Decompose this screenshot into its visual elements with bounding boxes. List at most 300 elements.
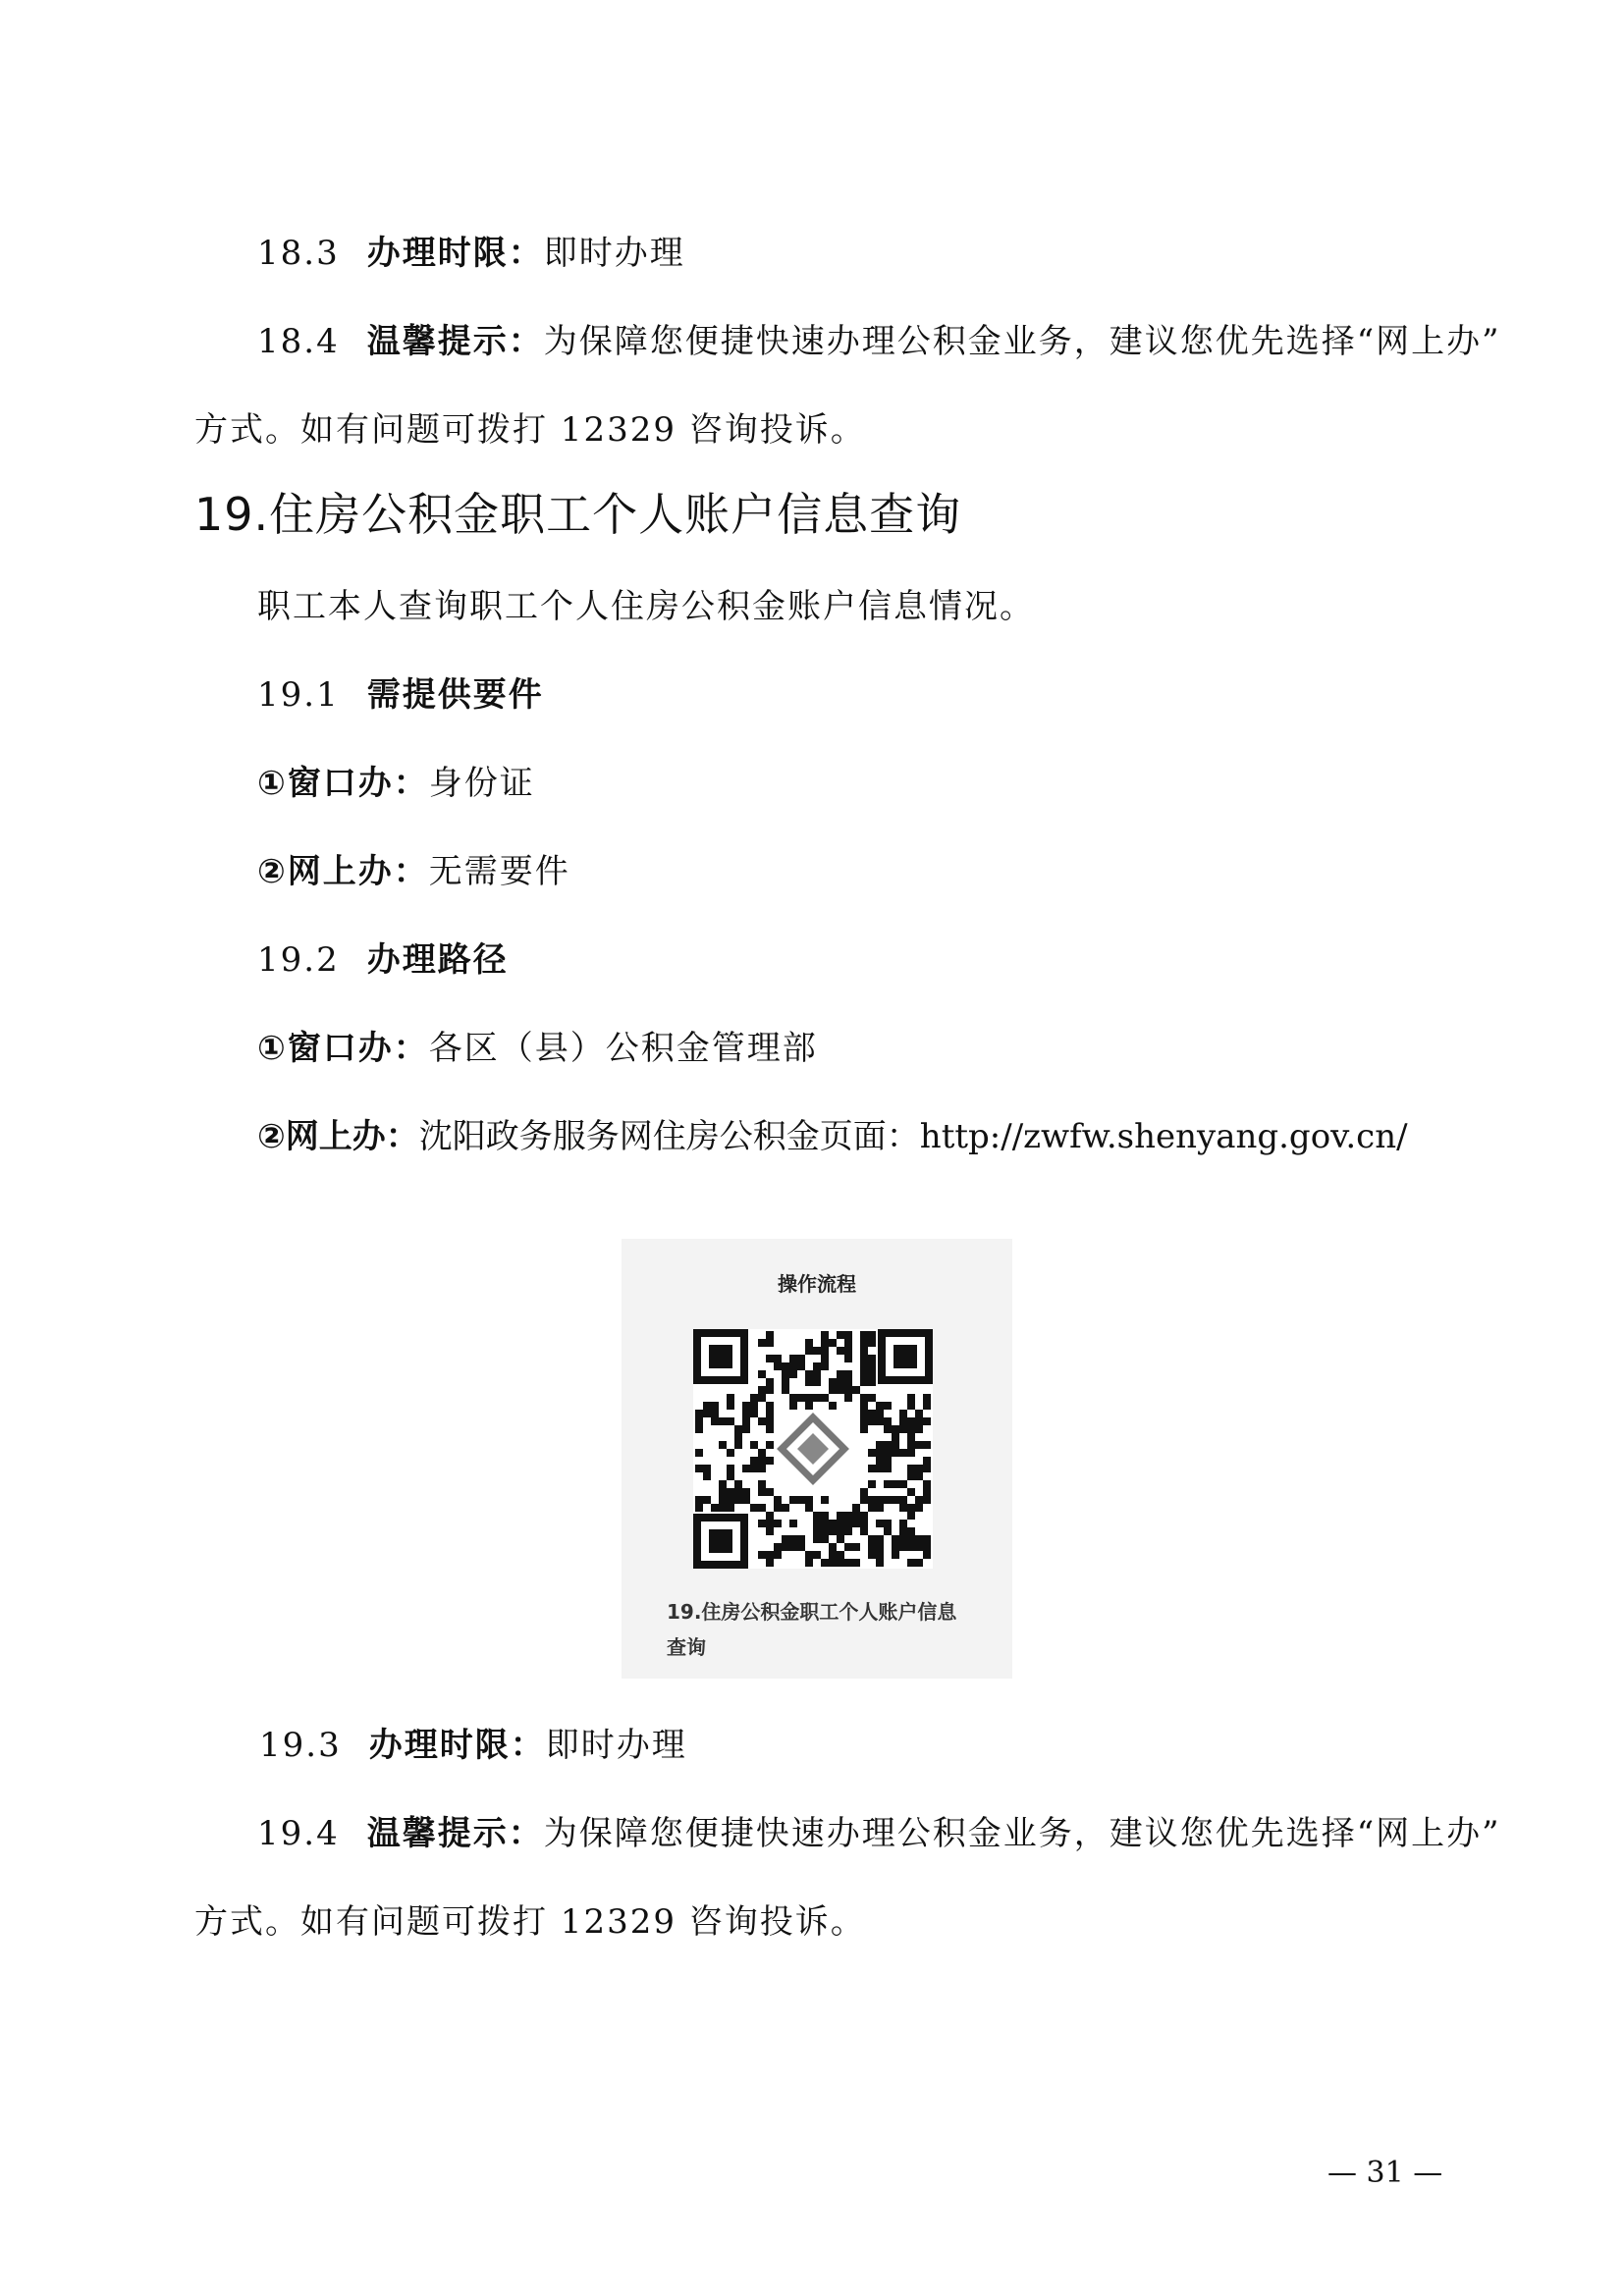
qr-module bbox=[758, 1465, 766, 1472]
qr-module bbox=[742, 1402, 750, 1410]
qr-module bbox=[797, 1355, 805, 1362]
qr-module bbox=[837, 1378, 844, 1386]
qr-module bbox=[758, 1488, 766, 1496]
sec18-3-line bbox=[257, 232, 685, 275]
qr-module bbox=[758, 1551, 766, 1559]
qr-module bbox=[758, 1370, 766, 1378]
qr-module bbox=[876, 1465, 884, 1472]
sec19-4-value: 为保障您便捷快速办理公积金业务，建议您优先选择“网上办” bbox=[543, 1814, 1501, 1853]
qr-module bbox=[876, 1496, 884, 1504]
qr-module bbox=[758, 1520, 766, 1527]
qr-module bbox=[860, 1355, 868, 1362]
qr-module bbox=[813, 1394, 821, 1402]
qr-module bbox=[923, 1496, 931, 1504]
qr-module bbox=[782, 1378, 789, 1386]
qr-module bbox=[805, 1559, 813, 1567]
qr-module bbox=[789, 1543, 797, 1551]
qr-module bbox=[750, 1457, 758, 1465]
qr-module bbox=[742, 1496, 750, 1504]
figure-caption bbox=[667, 1594, 991, 1665]
qr-module bbox=[876, 1449, 884, 1457]
qr-module bbox=[899, 1449, 907, 1457]
qr-module bbox=[695, 1449, 703, 1457]
qr-module bbox=[907, 1417, 915, 1425]
qr-module bbox=[766, 1410, 774, 1417]
qr-module bbox=[899, 1527, 907, 1535]
qr-module bbox=[727, 1449, 734, 1457]
qr-module bbox=[758, 1417, 766, 1425]
sec19-1-window-value: 身份证 bbox=[428, 764, 535, 803]
qr-module bbox=[813, 1535, 821, 1543]
qr-module bbox=[876, 1520, 884, 1527]
qr-module bbox=[860, 1378, 868, 1386]
qr-module bbox=[860, 1339, 868, 1347]
qr-module bbox=[813, 1362, 821, 1370]
sec19-1-online-line bbox=[257, 850, 570, 893]
qr-module bbox=[868, 1504, 876, 1512]
qr-module bbox=[837, 1535, 844, 1543]
qr-module bbox=[884, 1402, 892, 1410]
qr-module bbox=[703, 1402, 711, 1410]
qr-module bbox=[719, 1480, 727, 1488]
sec18-3-label: 办理时限： bbox=[366, 234, 544, 273]
qr-module bbox=[782, 1370, 789, 1378]
qr-module bbox=[923, 1465, 931, 1472]
qr-code-image[interactable] bbox=[693, 1329, 933, 1569]
qr-module bbox=[789, 1394, 797, 1402]
qr-module bbox=[805, 1347, 813, 1355]
qr-module bbox=[813, 1370, 821, 1378]
qr-module bbox=[907, 1449, 915, 1457]
sec19-1-window-line bbox=[257, 762, 535, 805]
qr-module bbox=[829, 1386, 837, 1394]
qr-module bbox=[766, 1331, 774, 1339]
sec18-3-number: 18.3 bbox=[257, 234, 340, 273]
qr-module bbox=[774, 1543, 782, 1551]
qr-module bbox=[758, 1449, 766, 1457]
qr-module bbox=[766, 1520, 774, 1527]
qr-module bbox=[734, 1496, 742, 1504]
section-19-intro: 职工本人查询职工个人住房公积金账户信息情况。 bbox=[257, 587, 1035, 626]
qr-module bbox=[782, 1386, 789, 1394]
qr-module bbox=[727, 1394, 734, 1402]
qr-module bbox=[797, 1362, 805, 1370]
qr-module bbox=[829, 1551, 837, 1559]
qr-module bbox=[868, 1449, 876, 1457]
sec18-4-continuation: 方式。如有问题可拨打 12329 咨询投诉。 bbox=[194, 410, 866, 450]
qr-module bbox=[727, 1465, 734, 1472]
qr-module bbox=[821, 1347, 829, 1355]
qr-module bbox=[774, 1520, 782, 1527]
qr-module bbox=[837, 1520, 844, 1527]
qr-module bbox=[734, 1488, 742, 1496]
qr-module bbox=[868, 1543, 876, 1551]
qr-module bbox=[868, 1394, 876, 1402]
qr-module bbox=[727, 1417, 734, 1425]
qr-module bbox=[766, 1402, 774, 1410]
qr-module bbox=[876, 1457, 884, 1465]
qr-module bbox=[915, 1465, 923, 1472]
sec19-2-window-line bbox=[257, 1027, 818, 1070]
qr-module bbox=[797, 1496, 805, 1504]
qr-module bbox=[837, 1347, 844, 1355]
sec19-2-number: 19.2 bbox=[257, 940, 340, 980]
qr-module bbox=[734, 1480, 742, 1488]
qr-module bbox=[876, 1441, 884, 1449]
qr-module bbox=[813, 1512, 821, 1520]
qr-module bbox=[892, 1441, 899, 1449]
sec19-3-number: 19.3 bbox=[259, 1726, 342, 1765]
qr-module bbox=[899, 1410, 907, 1417]
qr-module bbox=[868, 1535, 876, 1543]
sec19-3-label: 办理时限： bbox=[368, 1726, 546, 1765]
qr-module bbox=[758, 1394, 766, 1402]
qr-module bbox=[758, 1339, 766, 1347]
qr-module bbox=[884, 1527, 892, 1535]
qr-module bbox=[813, 1551, 821, 1559]
qr-module bbox=[774, 1355, 782, 1362]
qr-module bbox=[766, 1527, 774, 1535]
qr-module bbox=[813, 1378, 821, 1386]
qr-module bbox=[782, 1543, 789, 1551]
page-number: — 31 — bbox=[1327, 2156, 1443, 2190]
qr-module bbox=[860, 1512, 868, 1520]
qr-module bbox=[774, 1362, 782, 1370]
qr-module bbox=[805, 1339, 813, 1347]
qr-module bbox=[923, 1441, 931, 1449]
qr-module bbox=[821, 1535, 829, 1543]
qr-module bbox=[805, 1496, 813, 1504]
qr-module bbox=[844, 1543, 852, 1551]
qr-module bbox=[789, 1402, 797, 1410]
qr-module bbox=[711, 1402, 719, 1410]
qr-module bbox=[899, 1520, 907, 1527]
qr-module bbox=[844, 1520, 852, 1527]
qr-module bbox=[876, 1535, 884, 1543]
qr-module bbox=[805, 1551, 813, 1559]
qr-module bbox=[719, 1496, 727, 1504]
qr-module bbox=[821, 1512, 829, 1520]
qr-module bbox=[774, 1504, 782, 1512]
sec18-4-label: 温馨提示： bbox=[366, 322, 544, 361]
qr-module bbox=[876, 1543, 884, 1551]
qr-module bbox=[703, 1465, 711, 1472]
qr-module bbox=[852, 1520, 860, 1527]
qr-module bbox=[907, 1559, 915, 1567]
qr-module bbox=[837, 1512, 844, 1520]
qr-module bbox=[782, 1504, 789, 1512]
qr-module bbox=[892, 1449, 899, 1457]
qr-module bbox=[734, 1433, 742, 1441]
qr-module bbox=[923, 1551, 931, 1559]
qr-module bbox=[742, 1425, 750, 1433]
qr-module bbox=[789, 1355, 797, 1362]
qr-module bbox=[899, 1504, 907, 1512]
figure-caption-line-1: 19.住房公积金职工个人账户信息 bbox=[667, 1600, 957, 1624]
qr-module bbox=[695, 1465, 703, 1472]
qr-module bbox=[915, 1543, 923, 1551]
qr-module bbox=[742, 1417, 750, 1425]
qr-module bbox=[868, 1410, 876, 1417]
qr-module bbox=[789, 1362, 797, 1370]
qr-module bbox=[860, 1520, 868, 1527]
qr-module bbox=[860, 1394, 868, 1402]
qr-module bbox=[868, 1551, 876, 1559]
qr-module bbox=[805, 1378, 813, 1386]
figure-caption-line-2: 查询 bbox=[667, 1635, 706, 1659]
sec19-1-online-value: 无需要件 bbox=[428, 852, 570, 891]
qr-module bbox=[884, 1417, 892, 1425]
qr-module bbox=[884, 1520, 892, 1527]
qr-module bbox=[805, 1370, 813, 1378]
qr-module bbox=[727, 1496, 734, 1504]
qr-module bbox=[907, 1394, 915, 1402]
qr-module bbox=[868, 1331, 876, 1339]
qr-module bbox=[727, 1488, 734, 1496]
qr-module bbox=[711, 1410, 719, 1417]
qr-module bbox=[915, 1559, 923, 1567]
qr-module bbox=[915, 1425, 923, 1433]
qr-module bbox=[844, 1347, 852, 1355]
qr-module bbox=[884, 1441, 892, 1449]
qr-module bbox=[860, 1527, 868, 1535]
qr-module bbox=[923, 1457, 931, 1465]
qr-module bbox=[868, 1465, 876, 1472]
qr-module bbox=[766, 1488, 774, 1496]
qr-module bbox=[805, 1402, 813, 1410]
qr-module bbox=[750, 1394, 758, 1402]
qr-module bbox=[923, 1543, 931, 1551]
qr-module bbox=[821, 1496, 829, 1504]
qr-module bbox=[892, 1433, 899, 1441]
qr-module bbox=[907, 1488, 915, 1496]
sec19-2-online-label: ②网上办： bbox=[257, 1117, 419, 1156]
qr-module bbox=[892, 1496, 899, 1504]
qr-module bbox=[860, 1331, 868, 1339]
qr-module bbox=[892, 1425, 899, 1433]
qr-module bbox=[821, 1331, 829, 1339]
qr-module bbox=[829, 1378, 837, 1386]
qr-module bbox=[742, 1488, 750, 1496]
qr-module bbox=[821, 1362, 829, 1370]
qr-module bbox=[899, 1425, 907, 1433]
qr-module bbox=[852, 1543, 860, 1551]
qr-module bbox=[766, 1378, 774, 1386]
sec18-4-value: 为保障您便捷快速办理公积金业务，建议您优先选择“网上办” bbox=[543, 322, 1501, 361]
qr-module bbox=[774, 1551, 782, 1559]
qr-module bbox=[844, 1331, 852, 1339]
qr-module bbox=[727, 1504, 734, 1512]
qr-module bbox=[789, 1520, 797, 1527]
qr-module bbox=[719, 1417, 727, 1425]
sec18-4-line bbox=[257, 320, 1500, 363]
qr-module bbox=[703, 1410, 711, 1417]
qr-module bbox=[892, 1551, 899, 1559]
qr-module bbox=[758, 1504, 766, 1512]
qr-module bbox=[907, 1465, 915, 1472]
qr-module bbox=[711, 1417, 719, 1425]
qr-module bbox=[899, 1543, 907, 1551]
qr-module bbox=[907, 1472, 915, 1480]
qr-module bbox=[766, 1386, 774, 1394]
qr-module bbox=[703, 1496, 711, 1504]
qr-module bbox=[813, 1527, 821, 1535]
sec19-2-online-value: 沈阳政务服务网住房公积金页面：http://zwfw.shenyang.gov.cn/ bbox=[418, 1117, 1408, 1156]
qr-module bbox=[789, 1370, 797, 1378]
qr-module bbox=[766, 1559, 774, 1567]
qr-module bbox=[695, 1410, 703, 1417]
qr-module bbox=[892, 1480, 899, 1488]
qr-module bbox=[837, 1331, 844, 1339]
sec19-4-line bbox=[257, 1812, 1500, 1855]
qr-module bbox=[719, 1441, 727, 1449]
qr-module bbox=[805, 1394, 813, 1402]
qr-module bbox=[884, 1457, 892, 1465]
sec19-4-label: 温馨提示： bbox=[366, 1814, 544, 1853]
qr-module bbox=[797, 1535, 805, 1543]
qr-module bbox=[766, 1512, 774, 1520]
sec18-3-value: 即时办理 bbox=[543, 234, 685, 273]
qr-module bbox=[884, 1480, 892, 1488]
qr-module bbox=[884, 1425, 892, 1433]
sec19-4-number: 19.4 bbox=[257, 1814, 340, 1853]
qr-module bbox=[915, 1535, 923, 1543]
qr-module bbox=[821, 1339, 829, 1347]
qr-module bbox=[734, 1441, 742, 1449]
qr-module bbox=[750, 1504, 758, 1512]
qr-module bbox=[829, 1527, 837, 1535]
qr-module bbox=[915, 1410, 923, 1417]
qr-module bbox=[837, 1551, 844, 1559]
sec19-1-line bbox=[257, 673, 544, 717]
qr-module bbox=[884, 1496, 892, 1504]
qr-module bbox=[703, 1472, 711, 1480]
qr-module bbox=[844, 1370, 852, 1378]
qr-module bbox=[923, 1402, 931, 1410]
sec19-2-line bbox=[257, 938, 509, 982]
qr-module bbox=[884, 1465, 892, 1472]
qr-module bbox=[719, 1504, 727, 1512]
qr-module bbox=[844, 1339, 852, 1347]
qr-module bbox=[876, 1410, 884, 1417]
qr-module bbox=[758, 1480, 766, 1488]
qr-module bbox=[813, 1520, 821, 1527]
qr-module bbox=[782, 1535, 789, 1543]
qr-module bbox=[695, 1496, 703, 1504]
qr-module bbox=[782, 1362, 789, 1370]
qr-module bbox=[899, 1496, 907, 1504]
figure-title: 操作流程 bbox=[778, 1272, 856, 1296]
qr-module bbox=[860, 1362, 868, 1370]
qr-module bbox=[750, 1410, 758, 1417]
qr-module bbox=[860, 1347, 868, 1355]
qr-module bbox=[876, 1417, 884, 1425]
sec19-2-label: 办理路径 bbox=[366, 940, 509, 980]
qr-module bbox=[797, 1394, 805, 1402]
qr-module bbox=[899, 1480, 907, 1488]
sec19-3-line bbox=[259, 1724, 687, 1767]
qr-module bbox=[766, 1441, 774, 1449]
qr-module bbox=[899, 1417, 907, 1425]
qr-module bbox=[695, 1504, 703, 1512]
qr-module bbox=[868, 1370, 876, 1378]
qr-module bbox=[844, 1386, 852, 1394]
qr-module bbox=[868, 1496, 876, 1504]
qr-module bbox=[727, 1402, 734, 1410]
qr-module bbox=[892, 1535, 899, 1543]
sec19-3-value: 即时办理 bbox=[545, 1726, 687, 1765]
qr-module bbox=[742, 1410, 750, 1417]
qr-module bbox=[915, 1496, 923, 1504]
qr-module bbox=[821, 1394, 829, 1402]
qr-module bbox=[868, 1355, 876, 1362]
qr-module bbox=[907, 1527, 915, 1535]
qr-module bbox=[734, 1425, 742, 1433]
qr-module bbox=[907, 1504, 915, 1512]
qr-module bbox=[766, 1339, 774, 1347]
qr-module bbox=[884, 1449, 892, 1457]
qr-module bbox=[813, 1347, 821, 1355]
qr-module bbox=[852, 1386, 860, 1394]
qr-module bbox=[766, 1425, 774, 1433]
qr-module bbox=[829, 1402, 837, 1410]
qr-module bbox=[805, 1504, 813, 1512]
qr-module bbox=[876, 1551, 884, 1559]
qr-module bbox=[915, 1441, 923, 1449]
qr-module bbox=[892, 1543, 899, 1551]
qr-module bbox=[758, 1457, 766, 1465]
sec18-4-number: 18.4 bbox=[257, 322, 340, 361]
qr-module bbox=[766, 1457, 774, 1465]
qr-module bbox=[876, 1559, 884, 1567]
qr-module bbox=[766, 1355, 774, 1362]
qr-module bbox=[860, 1370, 868, 1378]
qr-module bbox=[923, 1417, 931, 1425]
qr-module bbox=[774, 1496, 782, 1504]
qr-module bbox=[868, 1362, 876, 1370]
qr-module bbox=[915, 1504, 923, 1512]
qr-module bbox=[837, 1386, 844, 1394]
qr-module bbox=[789, 1496, 797, 1504]
qr-module bbox=[742, 1465, 750, 1472]
qr-module bbox=[915, 1472, 923, 1480]
qr-module bbox=[711, 1504, 719, 1512]
sec19-1-number: 19.1 bbox=[257, 675, 340, 715]
qr-module bbox=[844, 1527, 852, 1535]
qr-module bbox=[837, 1559, 844, 1567]
qr-module bbox=[766, 1551, 774, 1559]
qr-module bbox=[907, 1543, 915, 1551]
qr-module bbox=[868, 1378, 876, 1386]
qr-module bbox=[829, 1559, 837, 1567]
qr-module bbox=[907, 1425, 915, 1433]
qr-module bbox=[907, 1535, 915, 1543]
qr-module bbox=[868, 1480, 876, 1488]
qr-module bbox=[907, 1433, 915, 1441]
qr-module bbox=[876, 1402, 884, 1410]
qr-module bbox=[821, 1520, 829, 1527]
qr-module bbox=[860, 1417, 868, 1425]
qr-module bbox=[829, 1339, 837, 1347]
qr-module bbox=[860, 1410, 868, 1417]
qr-module bbox=[860, 1425, 868, 1433]
qr-module bbox=[907, 1441, 915, 1449]
qr-module bbox=[758, 1386, 766, 1394]
qr-module bbox=[868, 1339, 876, 1347]
qr-module bbox=[923, 1480, 931, 1488]
sec19-1-window-label: ①窗口办： bbox=[257, 764, 429, 803]
section-19-heading: 19.住房公积金职工个人账户信息查询 bbox=[194, 488, 962, 541]
